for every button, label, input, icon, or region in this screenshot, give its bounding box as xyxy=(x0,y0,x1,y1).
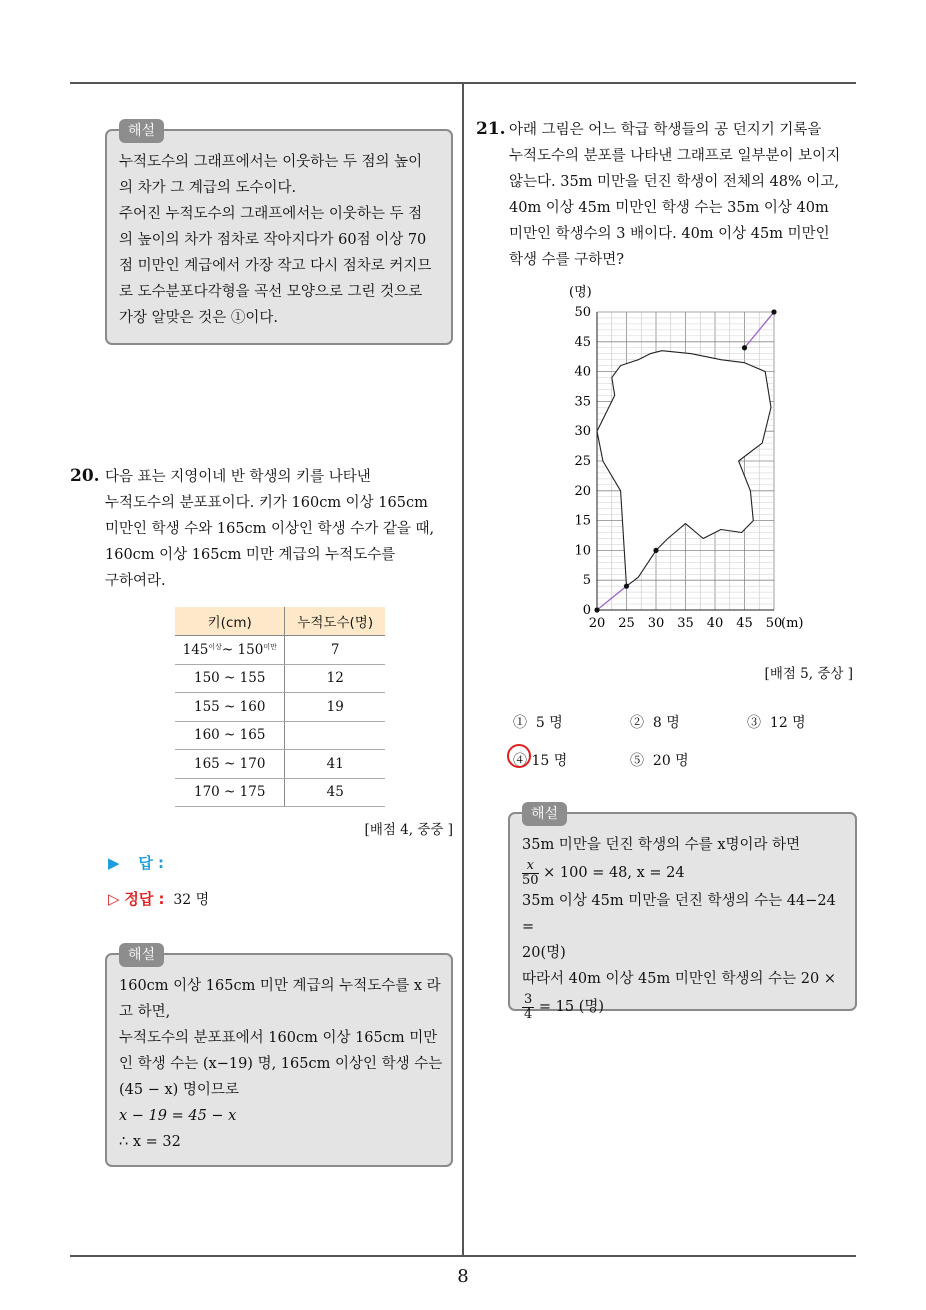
choice-mark: ① xyxy=(513,715,527,731)
choice-mark: ② xyxy=(630,715,644,731)
cumulative-value: 19 xyxy=(285,693,385,722)
explanation-line: $\frac{x}{50}$ × 100 = 48, x = 24 xyxy=(522,857,685,888)
explanation-line: 가장 알맞은 것은 ①이다. xyxy=(119,310,278,326)
data-point xyxy=(594,607,599,612)
score-20: [배점 4, 중중 ] xyxy=(364,822,453,838)
table-header: 누적도수(명) xyxy=(285,607,385,636)
question-number-20: 20. xyxy=(70,466,100,486)
cumulative-frequency-chart xyxy=(550,280,810,635)
explanation-line: 누적도수의 그래프에서는 이웃하는 두 점의 높이 xyxy=(119,154,423,170)
class-interval: $145^{이상}\sim$ $150^{미만}$ xyxy=(175,636,285,665)
choice-5[interactable] xyxy=(630,750,689,770)
selected-circle-icon xyxy=(507,744,531,768)
question-line: 누적도수의 분포표이다. 키가 160cm 이상 165cm xyxy=(105,495,428,511)
x-tick-label: 20 xyxy=(588,616,606,631)
column-divider xyxy=(462,84,464,1256)
answer-label: 답 : xyxy=(138,854,165,872)
x-tick-label: 40 xyxy=(706,616,724,631)
table-row xyxy=(175,721,385,750)
height-table xyxy=(175,607,385,807)
choice-2[interactable] xyxy=(630,712,680,732)
x-tick-label: 30 xyxy=(647,616,665,631)
cumulative-value: 12 xyxy=(285,664,385,693)
question-line: 미만인 학생 수와 165cm 이상인 학생 수가 같을 때, xyxy=(105,521,435,537)
class-interval: 170 ~ 175 xyxy=(175,778,285,807)
class-interval: 150 ~ 155 xyxy=(175,664,285,693)
correct-answer-row xyxy=(108,888,209,909)
fraction: $\frac{3}{4}$ xyxy=(524,991,533,1022)
explanation-line: 35m 이상 45m 미만을 던진 학생의 수는 44−24 = xyxy=(522,893,836,935)
explanation-line: ∴ x = 32 xyxy=(119,1134,181,1150)
explanation-line: 따라서 40m 이상 45m 미만인 학생의 수는 20 × xyxy=(522,971,836,987)
explanation-line: x − 19 = 45 − x xyxy=(119,1108,237,1124)
y-tick-label: 20 xyxy=(574,483,591,499)
explanation-line: 20(명) xyxy=(522,945,566,961)
x-axis-label: (m) xyxy=(781,616,804,631)
y-tick-label: 0 xyxy=(582,603,591,618)
x-tick-label: 25 xyxy=(618,616,635,631)
x-tick-label: 50 xyxy=(765,616,783,631)
page-number: 8 xyxy=(457,1266,469,1287)
y-axis-label: (명) xyxy=(569,285,592,300)
explanation-line: (45 − x) 명이므로 xyxy=(119,1082,239,1098)
explanation-body xyxy=(522,832,852,1022)
explanation-tag: 해설 xyxy=(522,802,567,826)
choice-1[interactable] xyxy=(513,712,563,732)
y-tick-label: 10 xyxy=(574,543,591,559)
table-row xyxy=(175,750,385,779)
y-tick-label: 25 xyxy=(574,454,591,469)
choice-text: 8 명 xyxy=(652,715,680,731)
explanation-line: 누적도수의 분포표에서 160cm 이상 165cm 미만 xyxy=(119,1030,438,1046)
question-line: 미만인 학생수의 3 배이다. 40m 이상 45m 미만인 xyxy=(509,226,830,242)
choice-text: 5 명 xyxy=(535,715,563,731)
bottom-rule xyxy=(70,1255,856,1257)
play-icon: ▶ xyxy=(108,854,120,872)
explanation-box-2 xyxy=(105,947,453,1167)
question-text-20 xyxy=(105,464,455,594)
question-line: 다음 표는 지영이네 반 학생의 키를 나타낸 xyxy=(105,469,371,485)
data-point xyxy=(624,584,629,589)
cumulative-value: 7 xyxy=(285,636,385,665)
choice-text: 20 명 xyxy=(652,753,689,769)
explanation-box-1 xyxy=(105,123,453,345)
question-line: 구하여라. xyxy=(105,573,166,589)
question-line: 160cm 이상 165cm 미만 계급의 누적도수를 xyxy=(105,547,396,563)
explanation-line: 인 학생 수는 (x−19) 명, 165cm 이상인 학생 수는 xyxy=(119,1056,443,1072)
question-line: 학생 수를 구하면? xyxy=(509,252,625,268)
choice-mark: ③ xyxy=(747,715,761,731)
y-tick-label: 5 xyxy=(582,573,591,589)
table-row xyxy=(175,664,385,693)
table-row xyxy=(175,636,385,665)
table-header: 키(cm) xyxy=(175,607,285,636)
cumulative-value: 41 xyxy=(285,750,385,779)
y-tick-label: 30 xyxy=(574,424,591,440)
x-tick-label: 45 xyxy=(736,616,753,631)
explanation-line: 점 미만인 계급에서 가장 작고 다시 점차로 커지므 xyxy=(119,258,432,274)
explanation-tag: 해설 xyxy=(119,119,164,143)
explanation-box-3 xyxy=(508,806,857,1022)
explanation-body xyxy=(119,149,445,331)
explanation-tag: 해설 xyxy=(119,943,164,967)
data-point xyxy=(653,548,658,553)
choice-mark: ⑤ xyxy=(630,753,644,769)
explanation-line: 의 높이의 차가 점차로 작아지다가 60점 이상 70 xyxy=(119,232,427,248)
cumulative-value xyxy=(285,721,385,750)
class-interval: 160 ~ 165 xyxy=(175,721,285,750)
y-tick-label: 15 xyxy=(574,513,591,529)
score-21: [배점 5, 중상 ] xyxy=(764,666,853,682)
y-tick-label: 45 xyxy=(574,334,591,350)
question-text-21 xyxy=(509,117,859,273)
explanation-line: 의 차가 그 계급의 도수이다. xyxy=(119,180,297,196)
question-line: 아래 그림은 어느 학급 학생들의 공 던지기 기록을 xyxy=(509,122,822,138)
y-tick-label: 50 xyxy=(574,305,591,320)
explanation-line: 주어진 누적도수의 그래프에서는 이웃하는 두 점 xyxy=(119,206,423,222)
fraction: $\frac{x}{50}$ xyxy=(522,857,539,888)
table-row xyxy=(175,778,385,807)
question-number-21: 21. xyxy=(476,119,506,139)
explanation-line: 고 하면, xyxy=(119,1004,171,1020)
hidden-region-blob xyxy=(597,351,771,587)
answer-row xyxy=(108,852,164,873)
correct-value: 32 명 xyxy=(173,892,210,908)
explanation-line: 160cm 이상 165cm 미만 계급의 누적도수를 x 라 xyxy=(119,978,441,994)
table-row xyxy=(175,693,385,722)
x-tick-label: 35 xyxy=(677,616,694,631)
explanation-line: 35m 미만을 던진 학생의 수를 x명이라 하면 xyxy=(522,837,801,853)
y-tick-label: 35 xyxy=(574,394,591,410)
question-line: 40m 이상 45m 미만인 학생 수는 35m 이상 40m xyxy=(509,200,829,216)
cumulative-value: 45 xyxy=(285,778,385,807)
choice-text: 15 명 xyxy=(531,753,568,769)
data-point xyxy=(771,309,776,314)
choice-text: 12 명 xyxy=(769,715,806,731)
explanation-body xyxy=(119,973,445,1155)
explanation-line: 로 도수분포다각형을 곡선 모양으로 그린 것으로 xyxy=(119,284,423,300)
question-line: 않는다. 35m 미만을 던진 학생이 전체의 48% 이고, xyxy=(509,174,840,190)
choice-3[interactable] xyxy=(747,712,806,732)
class-interval: 165 ~ 170 xyxy=(175,750,285,779)
y-tick-label: 40 xyxy=(574,364,591,380)
play-outline-icon: ▷ xyxy=(108,890,120,908)
explanation-line: $\frac{3}{4}$ = 15 (명) xyxy=(524,991,605,1022)
correct-label: 정답 : xyxy=(124,890,165,908)
class-interval: 155 ~ 160 xyxy=(175,693,285,722)
question-line: 누적도수의 분포를 나타낸 그래프로 일부분이 보이지 xyxy=(509,148,841,164)
choice-mark: ④ xyxy=(513,753,527,769)
data-point xyxy=(742,345,747,350)
